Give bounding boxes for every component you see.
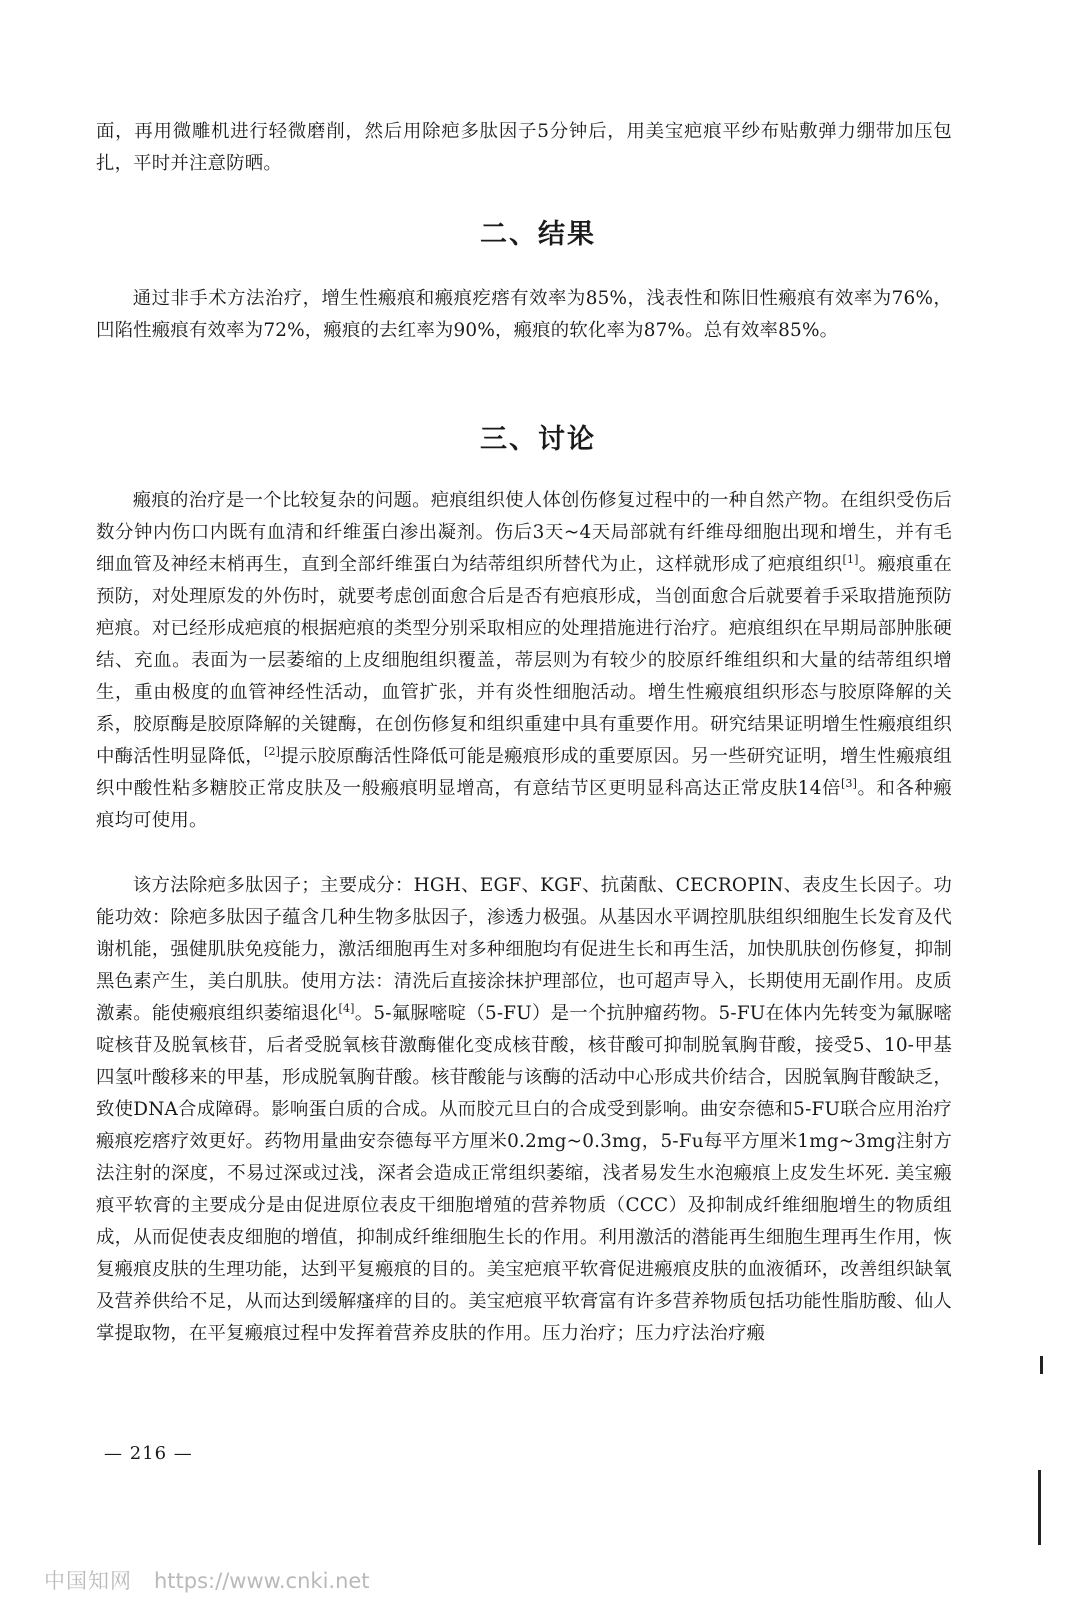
discussion-p2-text-2: 。5-氟脲嘧啶（5-FU）是一个抗肿瘤药物。5-FU在体内先转变为氟脲嘧啶核苷及脱氧核苷，后者受脱氧核苷激酶催化变成核苷酸，核苷酸可抑制脱氧胸苷酸，接受5、10-甲基四氢叶酸移来的甲基，形成脱氧胸苷酸。核苷酸能与该酶的活动中心形成共价结合，因脱氧胸苷酸缺乏，致使DNA合成障碍。影响蛋白质的合成。从而胶元旦白的合成受到影响。曲安奈德和5-FU联合应用治疗瘢痕疙瘩疗效更好。药物用量曲安奈德每平方厘米0.2mg~0.3mg，5-Fu每平方厘米1mg~3mg注射方法注射的深度，不易过深或过浅，深者会造成正常组织萎缩，浅者易发生水泡瘢痕上皮发生坏死. 美宝瘢痕平软膏的主要成分是由促进原位表皮干细胞增殖的营养物质（CCC）及抑制成纤维细胞增生的物质组成，从而促使表皮细胞的增值，抑制成纤维细胞生长的作用。利用激活的潜能再生细胞生理再生作用，恢复瘢痕皮肤的生理功能，达到平复瘢痕的目的。美宝疤痕平软膏促进瘢痕皮肤的血液循环，改善组织缺氧及营养供给不足，从而达到缓解瘙痒的目的。美宝疤痕平软膏富有许多营养物质包括功能性脂肪酸、仙人掌提取物，在平复瘢痕过程中发挥着营养皮肤的作用。压力治疗；压力疗法治疗瘢	[96, 1003, 952, 1344]
scan-edge-mark	[1038, 1470, 1041, 1545]
discussion-heading: 三、讨论	[480, 424, 596, 455]
intro-paragraph: 面，再用微雕机进行轻微磨削，然后用除疤多肽因子5分钟后，用美宝疤痕平纱布贴敷弹力绷带加压包扎，平时并注意防晒。	[96, 121, 952, 174]
cnki-watermark	[44, 1565, 370, 1595]
page-number: — 216 —	[104, 1443, 193, 1464]
discussion-p1-text-4: 。和各种瘢痕均可使用。	[96, 778, 952, 831]
citation-3: [3]	[840, 776, 858, 790]
discussion-paragraph-2	[96, 870, 952, 1350]
watermark-url: https://www.cnki.net	[154, 1569, 370, 1593]
results-heading: 二、结果	[480, 219, 596, 250]
discussion-p1-text-3: 提示胶原酶活性降低可能是瘢痕形成的重要原因。另一些研究证明，增生性瘢痕组织中酸性粘多糖胶正常皮肤及一般瘢痕明显增高，有意结节区更明显科高达正常皮肤14倍	[96, 746, 952, 799]
results-paragraph: 通过非手术方法治疗，增生性瘢痕和瘢痕疙瘩有效率为85%，浅表性和陈旧性瘢痕有效率为76%，凹陷性瘢痕有效率为72%，瘢痕的去红率为90%，瘢痕的软化率为87%。总有效率85%。	[96, 288, 952, 341]
discussion-p1-text-2: 。瘢痕重在预防，对处理原发的外伤时，就要考虑创面愈合后是否有疤痕形成，当创面愈合后就要着手采取措施预防疤痕。对已经形成疤痕的根据疤痕的类型分别采取相应的处理措施进行治疗。疤痕组织在早期局部肿胀硬结、充血。表面为一层萎缩的上皮细胞组织覆盖，蒂层则为有较少的胶原纤维组织和大量的结蒂组织增生，重由极度的血管神经性活动，血管扩张，并有炎性细胞活动。增生性瘢痕组织形态与胶原降解的关系，胶原酶是胶原降解的关键酶，在创伤修复和组织重建中具有重要作用。研究结果证明增生性瘢痕组织中酶活性明显降低，	[96, 554, 952, 767]
scan-edge-mark	[1040, 1356, 1043, 1374]
watermark-brand: 中国知网	[44, 1569, 132, 1593]
discussion-paragraph-1	[96, 485, 952, 837]
citation-4: [4]	[338, 1001, 355, 1015]
discussion-p1-text-1: 瘢痕的治疗是一个比较复杂的问题。疤痕组织使人体创伤修复过程中的一种自然产物。在组织受伤后数分钟内伤口内既有血清和纤维蛋白渗出凝剂。伤后3天~4天局部就有纤维母细胞出现和增生，并有毛细血管及神经末梢再生，直到全部纤维蛋白为结蒂组织所替代为止，这样就形成了疤痕组织	[96, 490, 952, 575]
discussion-p2-text-1: 该方法除疤多肽因子；主要成分：HGH、EGF、KGF、抗菌酞、CECROPIN、表皮生长因子。功能功效：除疤多肽因子蕴含几种生物多肽因子，渗透力极强。从基因水平调控肌肤组织细胞生长发育及代谢机能，强健肌肤免疫能力，激活细胞再生对多种细胞均有促进生长和再生活，加快肌肤创伤修复，抑制黑色素产生，美白肌肤。使用方法：清洗后直接涂抹护理部位，也可超声导入，长期使用无副作用。皮质激素。能使瘢痕组织萎缩退化	[96, 875, 952, 1024]
citation-1: [1]	[842, 552, 859, 566]
citation-2: [2]	[263, 744, 281, 758]
